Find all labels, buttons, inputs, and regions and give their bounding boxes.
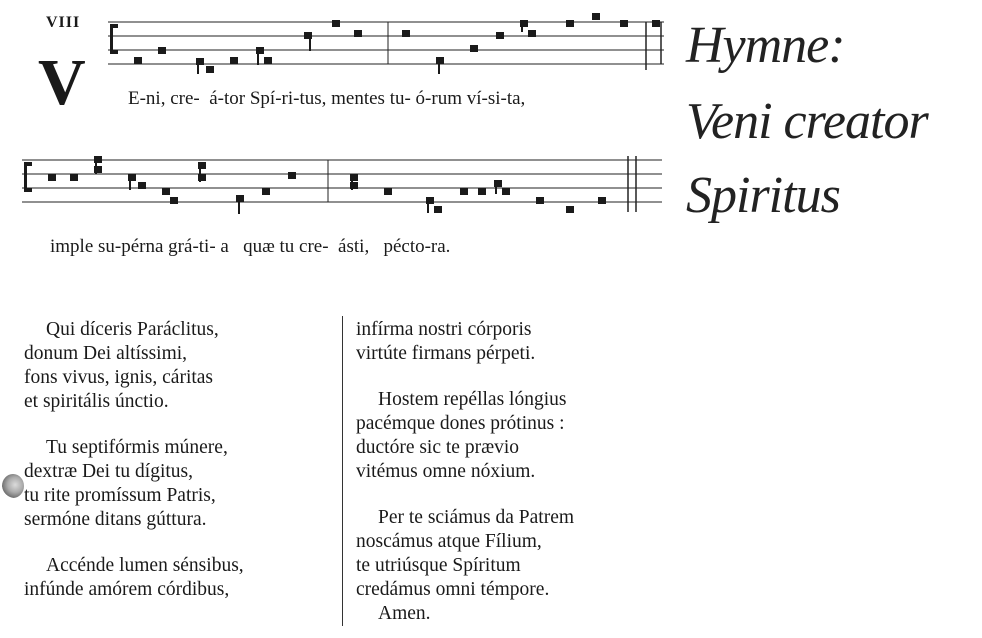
verse-line: sermóne ditans gúttura. <box>24 509 207 530</box>
neume-note <box>138 182 146 189</box>
verse-line: pacémque dones prótinus : <box>356 413 565 434</box>
clef-icon <box>110 24 118 54</box>
column-divider <box>342 316 343 626</box>
verse-line: Accénde lumen sénsibus, <box>46 555 244 576</box>
neume-stem <box>427 197 429 213</box>
neume-note <box>536 197 544 204</box>
neume-note <box>170 197 178 204</box>
clef-icon <box>24 162 32 192</box>
neume-stem <box>521 20 523 32</box>
neume-note <box>402 30 410 37</box>
verse-line: virtúte firmans pérpeti. <box>356 343 536 364</box>
verse-line: te utriúsque Spíritum <box>356 555 521 576</box>
neume-note <box>652 20 660 27</box>
neume-note <box>502 188 510 195</box>
verse-line: tu rite promíssum Patris, <box>24 485 216 506</box>
chant-staff-1 <box>108 14 668 84</box>
neume-note <box>354 30 362 37</box>
neume-note <box>478 188 486 195</box>
verse-line: fons vivus, ignis, cáritas <box>24 367 214 388</box>
verse-line: Hostem repéllas lóngius <box>378 389 567 410</box>
verse-line: Qui díceris Paráclitus, <box>46 319 219 340</box>
chant-lyrics-line-1: E-ni, cre- á-tor Spí-ri-tus, mentes tu- ó-rum ví-si-ta, <box>128 88 526 109</box>
neume-stem <box>257 47 259 65</box>
neume-note <box>566 20 574 27</box>
verse-line: Amen. <box>378 603 431 624</box>
neume-note <box>70 174 78 181</box>
neume-note <box>332 20 340 27</box>
verse-line: noscámus atque Fílium, <box>356 531 542 552</box>
neume-note <box>470 45 478 52</box>
neume-stem <box>129 174 131 190</box>
verse-line: et spiritális únctio. <box>24 391 169 412</box>
verse-line: vitémus omne nóxium. <box>356 461 536 482</box>
verse-line: dextræ Dei tu dígitus, <box>24 461 193 482</box>
neume-note <box>592 13 600 20</box>
neume-note <box>264 57 272 64</box>
verse-line: infírma nostri córporis <box>356 319 532 340</box>
neume-note <box>566 206 574 213</box>
paper-smudge <box>2 474 24 498</box>
neume-note <box>262 188 270 195</box>
neume-stem <box>95 156 97 174</box>
neume-stem <box>197 58 199 74</box>
verse-line: infúnde amórem córdibus, <box>24 579 230 600</box>
neume-stem <box>309 39 311 51</box>
neume-note <box>598 197 606 204</box>
verse-line: Tu septifórmis múnere, <box>46 437 228 458</box>
verse-line: donum Dei altíssimi, <box>24 343 188 364</box>
neume-stem <box>351 174 353 190</box>
hymn-title-line-1: Hymne: <box>686 17 845 74</box>
neume-note <box>134 57 142 64</box>
verse-line: credámus omni témpore. <box>356 579 550 600</box>
neume-note <box>460 188 468 195</box>
neume-note <box>384 188 392 195</box>
neume-note <box>206 66 214 73</box>
neume-note <box>236 195 244 202</box>
verse-line: ductóre sic te prævio <box>356 437 519 458</box>
neume-note <box>436 57 444 64</box>
verse-column-right <box>356 318 574 626</box>
neume-note <box>496 32 504 39</box>
neume-note <box>230 57 238 64</box>
neume-note <box>48 174 56 181</box>
neume-note <box>288 172 296 179</box>
neume-note <box>304 32 312 39</box>
neume-stem <box>199 162 201 182</box>
neume-stem <box>438 64 440 74</box>
neume-stem <box>238 202 240 214</box>
verse-line: Per te sciámus da Patrem <box>378 507 575 528</box>
neume-note <box>528 30 536 37</box>
neume-note <box>158 47 166 54</box>
mode-label: VIII <box>46 14 81 31</box>
initial-letter: V <box>38 46 86 119</box>
neume-note <box>162 188 170 195</box>
verse-column-left <box>24 318 244 602</box>
neume-stem <box>495 180 497 194</box>
neume-note <box>620 20 628 27</box>
chant-lyrics-line-2: imple su-pérna grá-ti- a quæ tu cre- ásti, péctо-ra. <box>50 236 451 257</box>
hymn-title-line-3: Spiritus <box>686 167 840 224</box>
neume-note <box>434 206 442 213</box>
hymn-title-line-2: Veni creator <box>686 93 928 150</box>
